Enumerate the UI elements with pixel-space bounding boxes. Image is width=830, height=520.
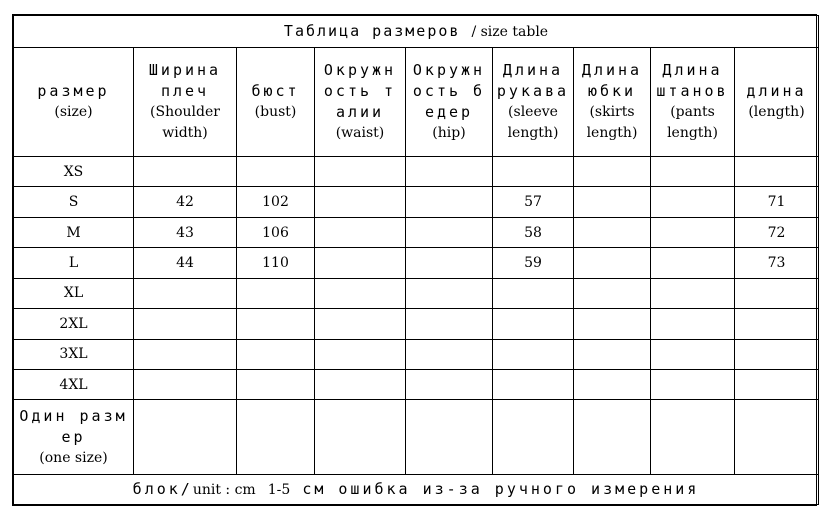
cell-bust bbox=[237, 309, 315, 339]
cell-length bbox=[735, 309, 819, 339]
one-size-row bbox=[14, 400, 819, 475]
cell-waist bbox=[315, 278, 406, 308]
cell-bust bbox=[237, 339, 315, 369]
cell-sleeve bbox=[493, 339, 574, 369]
cell-pants bbox=[651, 278, 735, 308]
table-row bbox=[14, 217, 819, 247]
cell-one-size: Один размер (one size) bbox=[14, 400, 134, 475]
footer-unit-en: unit : cm bbox=[192, 482, 256, 499]
cell-waist bbox=[315, 248, 406, 278]
header-shoulder: Ширина плеч (Shoulder width) bbox=[134, 48, 237, 157]
table-row bbox=[14, 339, 819, 369]
table-row bbox=[14, 278, 819, 308]
cell-hip bbox=[406, 157, 493, 187]
cell-skirts bbox=[574, 309, 651, 339]
cell-bust: 110 bbox=[237, 248, 315, 278]
cell-sleeve bbox=[493, 369, 574, 399]
cell-skirts bbox=[574, 187, 651, 217]
cell-waist bbox=[315, 400, 406, 475]
footer-range: 1-5 bbox=[267, 482, 291, 499]
cell-sleeve bbox=[493, 309, 574, 339]
header-bust: бюст (bust) bbox=[237, 48, 315, 157]
cell-size: S bbox=[14, 187, 134, 217]
table-row bbox=[14, 248, 819, 278]
cell-hip bbox=[406, 187, 493, 217]
table-title-ru: Таблица размеров bbox=[283, 21, 461, 40]
header-waist: Окружность талии (waist) bbox=[315, 48, 406, 157]
cell-sleeve bbox=[493, 278, 574, 308]
cell-length bbox=[735, 278, 819, 308]
table-title-en: / size table bbox=[471, 23, 549, 40]
cell-shoulder bbox=[134, 309, 237, 339]
cell-bust: 102 bbox=[237, 187, 315, 217]
footer-unit-ru: блок/ bbox=[132, 480, 193, 499]
cell-sleeve: 59 bbox=[493, 248, 574, 278]
cell-sleeve bbox=[493, 400, 574, 475]
cell-hip bbox=[406, 248, 493, 278]
cell-sleeve bbox=[493, 157, 574, 187]
cell-pants bbox=[651, 339, 735, 369]
cell-pants bbox=[651, 309, 735, 339]
table-row bbox=[14, 309, 819, 339]
cell-waist bbox=[315, 157, 406, 187]
table-title bbox=[14, 16, 819, 48]
table-footer bbox=[14, 475, 819, 505]
cell-skirts bbox=[574, 248, 651, 278]
cell-pants bbox=[651, 369, 735, 399]
header-sleeve: Длина рукава (sleeve length) bbox=[493, 48, 574, 157]
cell-sleeve: 58 bbox=[493, 217, 574, 247]
cell-shoulder bbox=[134, 369, 237, 399]
cell-size: 3XL bbox=[14, 339, 134, 369]
size-table-sheet bbox=[12, 14, 817, 506]
header-row bbox=[14, 48, 819, 157]
cell-pants bbox=[651, 217, 735, 247]
cell-pants bbox=[651, 187, 735, 217]
header-size: размер (size) bbox=[14, 48, 134, 157]
cell-length bbox=[735, 157, 819, 187]
cell-size: 4XL bbox=[14, 369, 134, 399]
cell-hip bbox=[406, 309, 493, 339]
cell-skirts bbox=[574, 217, 651, 247]
cell-hip bbox=[406, 278, 493, 308]
cell-size: XL bbox=[14, 278, 134, 308]
cell-shoulder: 42 bbox=[134, 187, 237, 217]
cell-skirts bbox=[574, 339, 651, 369]
cell-shoulder bbox=[134, 339, 237, 369]
cell-bust bbox=[237, 157, 315, 187]
cell-length bbox=[735, 400, 819, 475]
cell-size: M bbox=[14, 217, 134, 247]
cell-waist bbox=[315, 369, 406, 399]
cell-skirts bbox=[574, 369, 651, 399]
cell-bust bbox=[237, 400, 315, 475]
cell-pants bbox=[651, 157, 735, 187]
header-length: длина (length) bbox=[735, 48, 819, 157]
cell-waist bbox=[315, 217, 406, 247]
cell-hip bbox=[406, 339, 493, 369]
cell-shoulder bbox=[134, 400, 237, 475]
cell-skirts bbox=[574, 278, 651, 308]
cell-skirts bbox=[574, 157, 651, 187]
footer-note-ru: см ошибка из-за ручного измерения bbox=[302, 480, 700, 499]
cell-shoulder bbox=[134, 278, 237, 308]
cell-pants bbox=[651, 248, 735, 278]
header-hip: Окружность бедер (hip) bbox=[406, 48, 493, 157]
cell-size: L bbox=[14, 248, 134, 278]
cell-length bbox=[735, 339, 819, 369]
cell-bust: 106 bbox=[237, 217, 315, 247]
cell-sleeve: 57 bbox=[493, 187, 574, 217]
cell-size: XS bbox=[14, 157, 134, 187]
cell-hip bbox=[406, 217, 493, 247]
cell-waist bbox=[315, 187, 406, 217]
cell-pants bbox=[651, 400, 735, 475]
cell-skirts bbox=[574, 400, 651, 475]
cell-length: 72 bbox=[735, 217, 819, 247]
table-row bbox=[14, 187, 819, 217]
table-row bbox=[14, 369, 819, 399]
cell-length: 71 bbox=[735, 187, 819, 217]
cell-shoulder: 43 bbox=[134, 217, 237, 247]
cell-length bbox=[735, 369, 819, 399]
header-pants: Длина штанов (pants length) bbox=[651, 48, 735, 157]
cell-bust bbox=[237, 278, 315, 308]
cell-size: 2XL bbox=[14, 309, 134, 339]
cell-waist bbox=[315, 309, 406, 339]
table-row bbox=[14, 157, 819, 187]
cell-shoulder: 44 bbox=[134, 248, 237, 278]
cell-shoulder bbox=[134, 157, 237, 187]
cell-hip bbox=[406, 400, 493, 475]
cell-length: 73 bbox=[735, 248, 819, 278]
cell-waist bbox=[315, 339, 406, 369]
size-table bbox=[13, 15, 819, 505]
cell-hip bbox=[406, 369, 493, 399]
header-skirts: Длина юбки (skirts length) bbox=[574, 48, 651, 157]
cell-bust bbox=[237, 369, 315, 399]
